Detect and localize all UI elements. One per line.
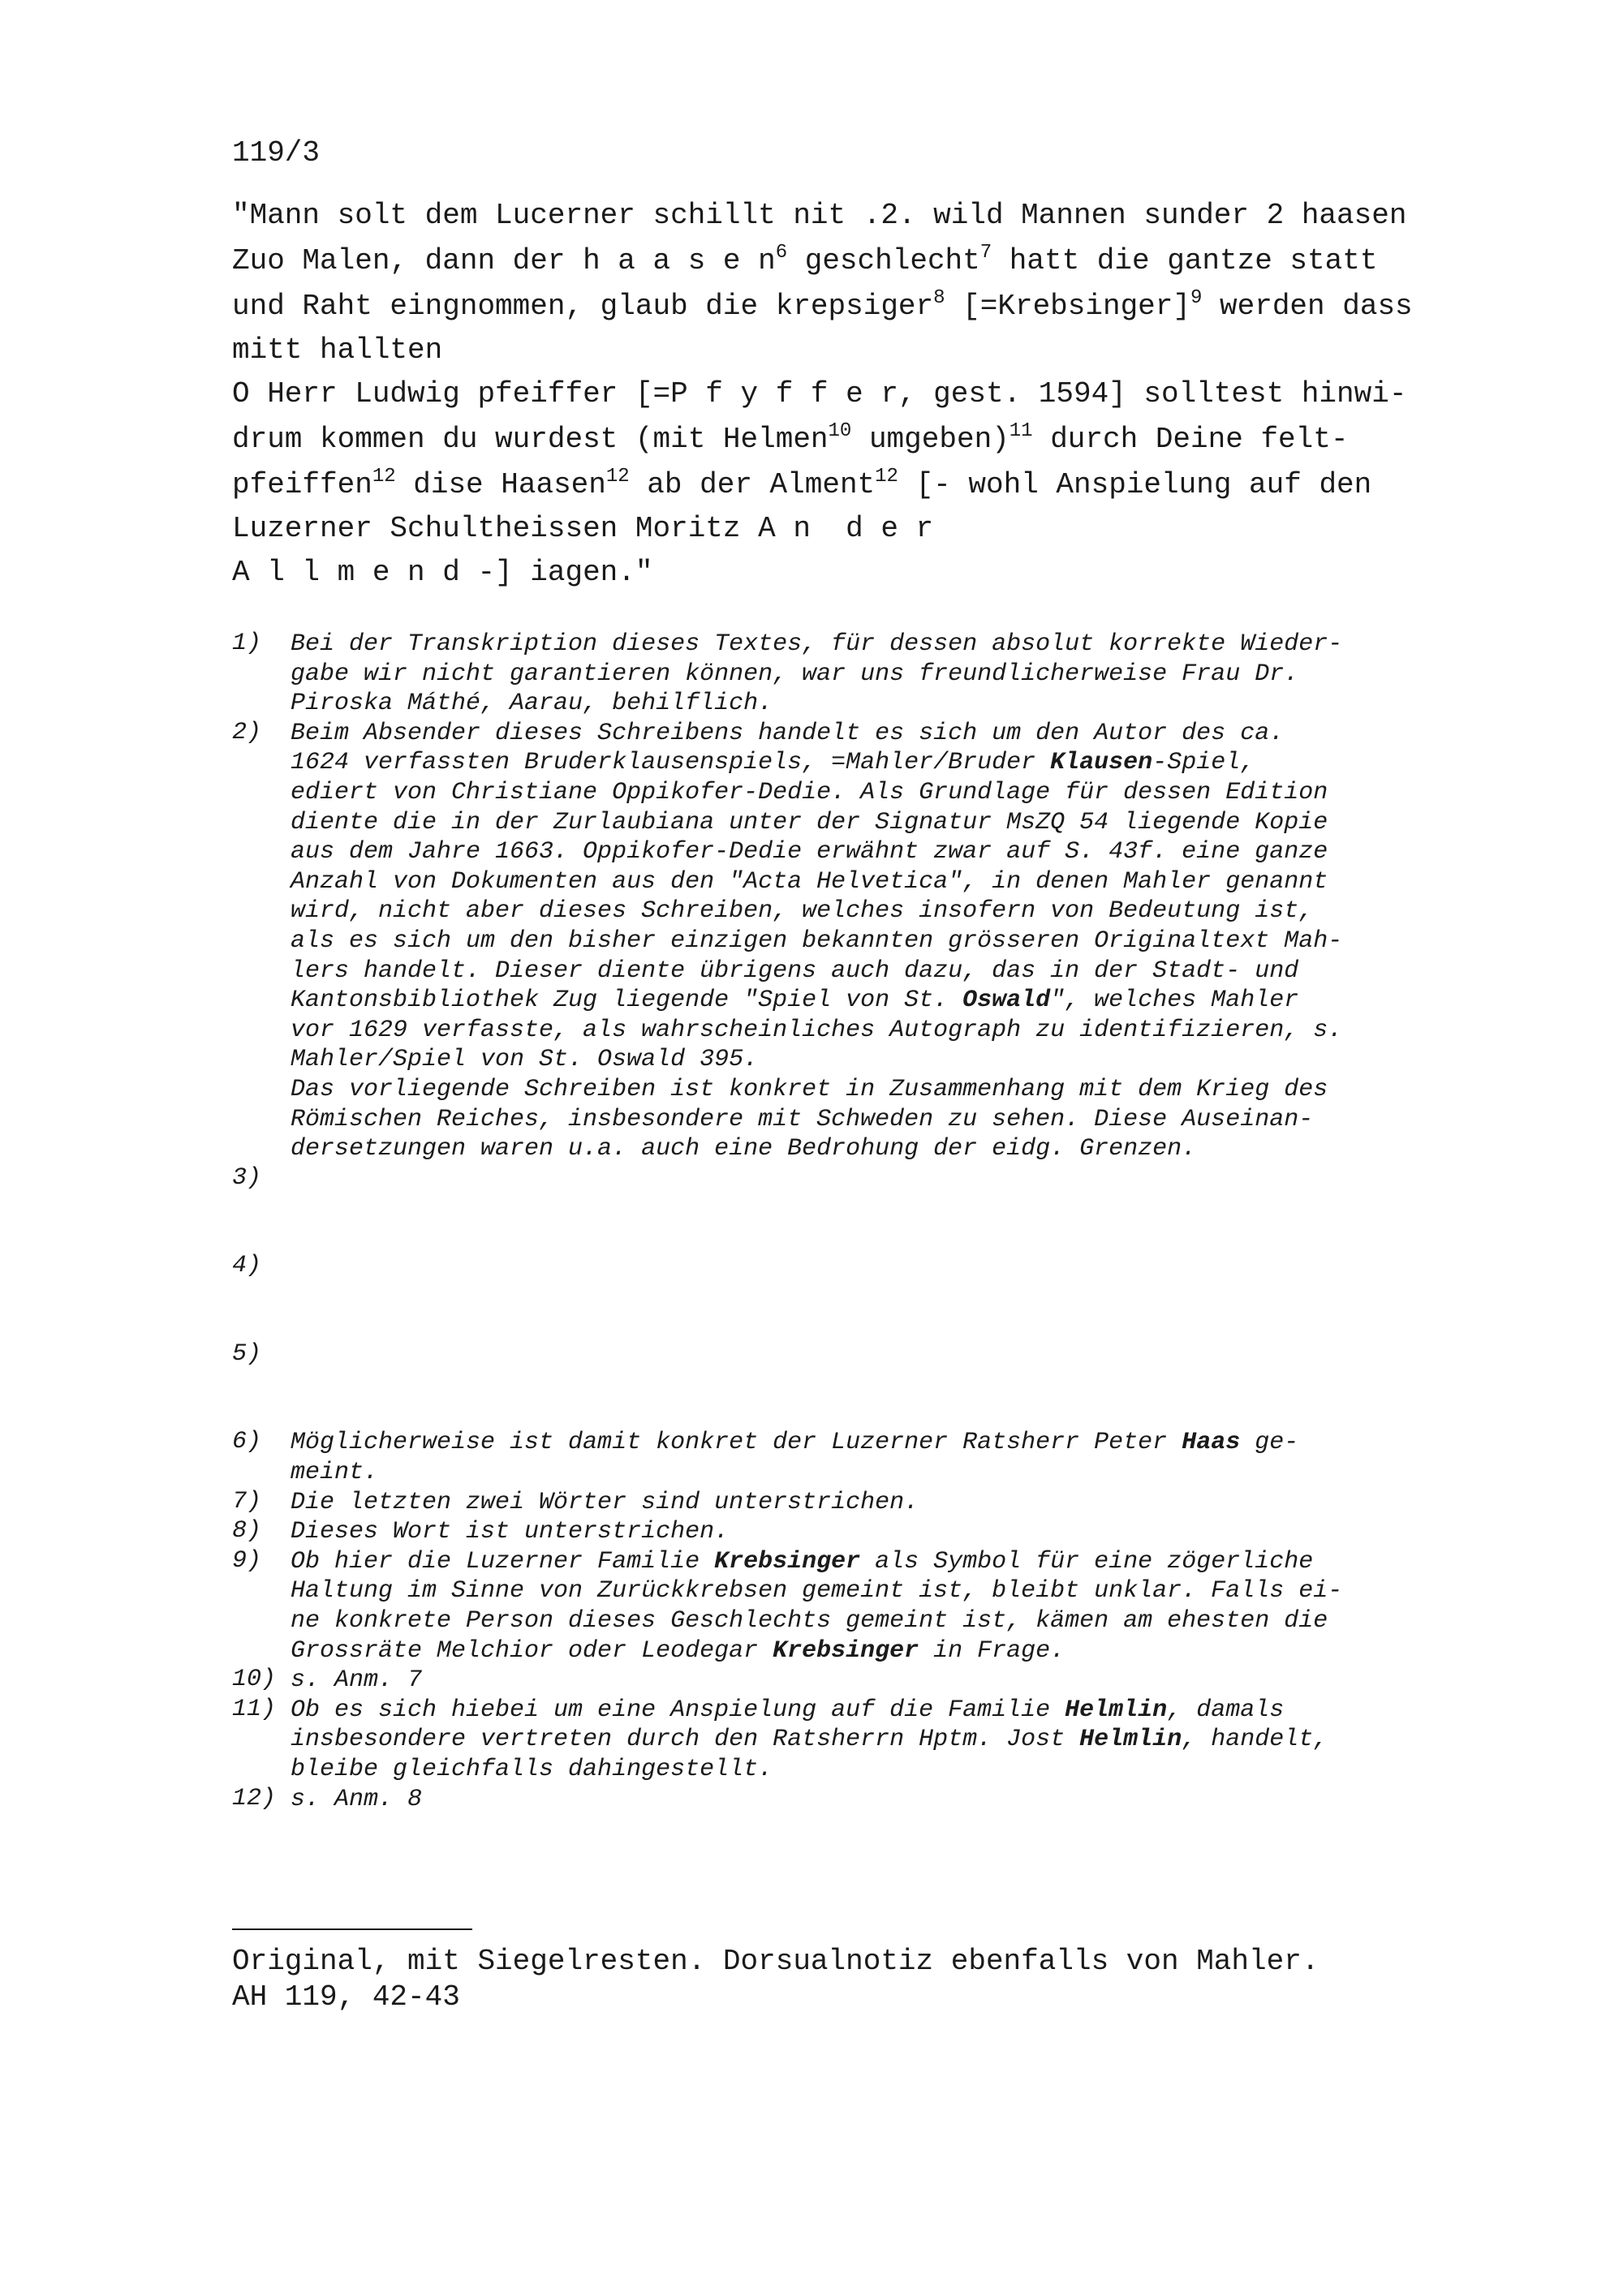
- footnote-line: Ob es sich hiebei um eine Anspielung auf die Familie Helmlin, damals: [291, 1696, 1285, 1724]
- footnote-line: s. Anm. 8: [291, 1785, 423, 1813]
- footnote-number: 11): [232, 1695, 277, 1723]
- footnote-line: ediert von Christiane Oppikofer-Dedie. Als Grundlage für dessen Edition: [291, 778, 1328, 806]
- footnote-8: [232, 1517, 1498, 1547]
- footnote-number: 5): [232, 1339, 262, 1368]
- footnote-number: 6): [232, 1428, 262, 1456]
- footnote-number: 4): [232, 1252, 262, 1280]
- footnote-line: Möglicherweise ist damit konkret der Luzerner Ratsherr Peter Haas ge-: [291, 1429, 1299, 1457]
- footnote-line: Dieses Wort ist unterstrichen.: [291, 1518, 730, 1546]
- quoted-text: [232, 193, 1482, 595]
- text-line: "Mann solt dem Lucerner schillt nit .2. wild Mannen sunder 2 haasen: [232, 199, 1407, 232]
- footnote-line: Anzahl von Dokumenten aus den "Acta Helvetica", in denen Mahler genannt: [291, 867, 1328, 896]
- footnote-line: insbesondere vertreten durch den Ratsherrn Hptm. Jost Helmlin, handelt,: [291, 1726, 1328, 1754]
- bold-name: Helmlin: [1065, 1696, 1168, 1724]
- text-line: O Herr Ludwig pfeiffer [=P f y f f e r, gest. 1594] solltest hinwi-: [232, 377, 1407, 411]
- footnote-11: [232, 1696, 1498, 1785]
- footnote-3: [232, 1164, 1498, 1194]
- footnote-line: Haltung im Sinne von Zurückkrebsen gemeint ist, bleibt unklar. Falls ei-: [291, 1577, 1343, 1606]
- footnote-5: [232, 1340, 1498, 1370]
- footnote-line: meint.: [291, 1459, 379, 1487]
- footnote-line: wird, nicht aber dieses Schreiben, welches insofern von Bedeutung ist,: [291, 897, 1314, 926]
- bold-name: Oswald: [962, 987, 1051, 1015]
- footnote-line: dersetzungen waren u.a. auch eine Bedrohung der eidg. Grenzen.: [291, 1135, 1197, 1163]
- bold-name: Klausen: [1050, 749, 1153, 777]
- text-line: Luzerner Schultheissen Moritz A n d e r: [232, 512, 934, 545]
- footnote-ref: 7: [979, 242, 992, 264]
- footnote-number: 2): [232, 718, 262, 746]
- page-number: 119/3: [232, 136, 321, 170]
- footnote-10: [232, 1666, 1498, 1696]
- footnote-ref: 11: [1009, 420, 1033, 442]
- footnote-line: als es sich um den bisher einzigen bekannten grösseren Originaltext Mah-: [291, 927, 1343, 955]
- footnote-number: 3): [232, 1163, 262, 1192]
- footnote-ref: 12: [605, 466, 630, 488]
- footnote-line: gabe wir nicht garantieren können, war uns freundlicherweise Frau Dr.: [291, 660, 1299, 688]
- text-line: und Raht eingnommen, glaub die krepsiger$^8$ [=Krebsinger]$^9$ werden dass: [232, 287, 1413, 323]
- footnote-6: [232, 1428, 1498, 1487]
- footnote-9: [232, 1547, 1498, 1666]
- text-line: drum kommen du wurdest (mit Helmen$^{10}$ umgeben)$^{11}$ durch Deine felt-: [232, 420, 1349, 456]
- footnote-line: Piroska Máthé, Aarau, behilflich.: [291, 690, 773, 718]
- footnote-ref: 8: [933, 287, 945, 309]
- footnote-line: diente die in der Zurlaubiana unter der Signatur MsZQ 54 liegende Kopie: [291, 808, 1328, 836]
- separator-rule: [232, 1928, 472, 1930]
- archive-reference: AH 119, 42-43: [232, 1980, 460, 2014]
- footnote-line: vor 1629 verfasste, als wahrscheinliches Autograph zu identifizieren, s.: [291, 1016, 1343, 1044]
- footnote-line: Römischen Reiches, insbesondere mit Schweden zu sehen. Diese Auseinan-: [291, 1105, 1314, 1133]
- empty-footnote-space: [232, 1282, 1498, 1340]
- footnote-ref: 6: [775, 242, 788, 264]
- footnote-line: Bei der Transkription dieses Textes, für dessen absolut korrekte Wieder-: [291, 630, 1343, 658]
- source-note: [232, 1944, 1319, 2015]
- footnote-number: 7): [232, 1487, 262, 1516]
- footnote-number: 10): [232, 1666, 277, 1694]
- bold-name: Krebsinger: [773, 1636, 919, 1665]
- footnote-line: Kantonsbibliothek Zug liegende "Spiel von St. Oswald", welches Mahler: [291, 987, 1299, 1015]
- empty-footnote-space: [232, 1369, 1498, 1428]
- footnote-line: Das vorliegende Schreiben ist konkret in Zusammenhang mit dem Krieg des: [291, 1075, 1328, 1103]
- source-note-line: Original, mit Siegelresten. Dorsualnotiz ebenfalls von Mahler.: [232, 1945, 1319, 1978]
- footnote-line: ne konkrete Person dieses Geschlechts gemeint ist, kämen am ehesten die: [291, 1607, 1328, 1636]
- footnote-line: [291, 1340, 1498, 1370]
- text-line: mitt hallten: [232, 333, 443, 367]
- bold-name: Krebsinger: [714, 1547, 861, 1576]
- bold-name: Haas: [1182, 1429, 1241, 1457]
- footnotes: [232, 630, 1498, 1814]
- footnote-line: Die letzten zwei Wörter sind unterstrichen.: [291, 1488, 919, 1516]
- text-line: Zuo Malen, dann der h a a s e $n^6$ geschlecht$^7$ hatt die gantze statt: [232, 242, 1378, 277]
- footnote-2: [232, 719, 1498, 1164]
- footnote-line: Mahler/Spiel von St. Oswald 395.: [291, 1046, 759, 1074]
- footnote-number: 1): [232, 630, 262, 657]
- footnote-line: [291, 1252, 1498, 1282]
- footnote-line: lers handelt. Dieser diente übrigens auch dazu, das in der Stadt- und: [291, 957, 1299, 985]
- footnote-ref: 12: [372, 466, 396, 488]
- footnote-line: s. Anm. 7: [291, 1666, 423, 1695]
- footnote-4: [232, 1252, 1498, 1282]
- footnote-line: aus dem Jahre 1663. Oppikofer-Dedie erwähnt zwar auf S. 43f. eine ganze: [291, 838, 1328, 866]
- footnote-number: 12): [232, 1784, 277, 1812]
- footnote-12: [232, 1785, 1498, 1815]
- footnote-line: 1624 verfassten Bruderklausenspiels, =Mahler/Bruder Klausen-Spiel,: [291, 749, 1255, 777]
- footnote-line: bleibe gleichfalls dahingestellt.: [291, 1756, 773, 1783]
- footnote-line: Ob hier die Luzerner Familie Krebsinger als Symbol für eine zögerliche: [291, 1547, 1314, 1576]
- footnote-ref: 10: [828, 420, 852, 442]
- footnote-ref: 12: [875, 466, 898, 488]
- bold-name: Helmlin: [1079, 1726, 1182, 1754]
- footnote-1: [232, 630, 1498, 719]
- text-line: A l l m e n d -] iagen.": [232, 556, 653, 589]
- footnote-line: Grossräte Melchior oder Leodegar Krebsinger in Frage.: [291, 1636, 1065, 1665]
- footnote-line: Beim Absender dieses Schreibens handelt es sich um den Autor des ca.: [291, 719, 1285, 747]
- footnote-number: 9): [232, 1546, 262, 1575]
- footnote-number: 8): [232, 1517, 262, 1546]
- empty-footnote-space: [232, 1193, 1498, 1252]
- footnote-7: [232, 1488, 1498, 1518]
- footnote-line: [291, 1164, 1498, 1194]
- footnote-ref: 9: [1190, 287, 1203, 309]
- text-line: pfeiffen$^{12}$ dise Haasen$^{12}$ ab der Alment$^{12}$ [- wohl Anspielung auf den: [232, 466, 1372, 501]
